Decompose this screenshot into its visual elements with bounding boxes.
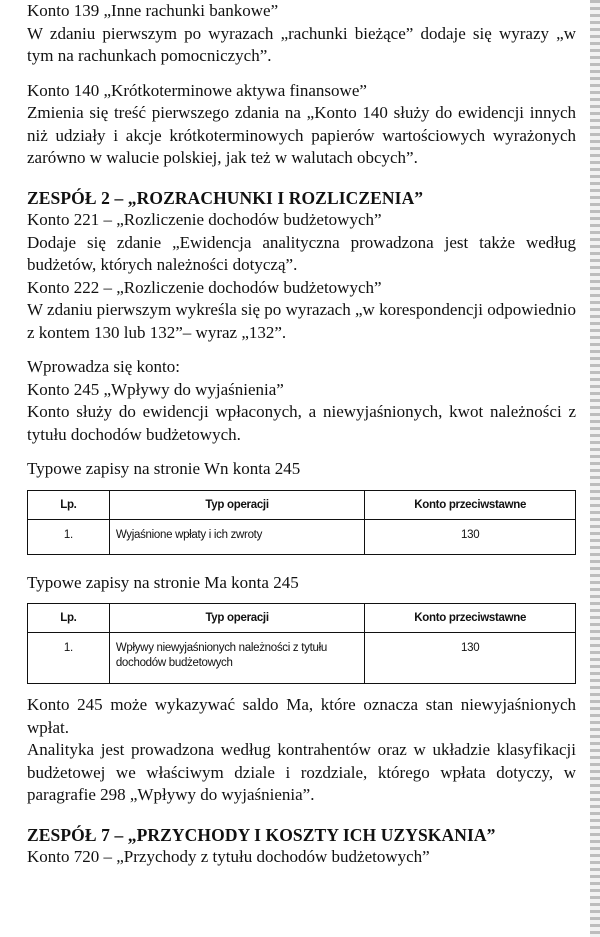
table-row <box>28 633 576 684</box>
cell-lp: 1. <box>28 519 110 554</box>
konto-720-title: Konto 720 – „Przychody z tytułu dochodów budżetowych” <box>27 847 430 866</box>
column-header-lp: Lp. <box>28 604 110 633</box>
table-header-row <box>28 604 576 633</box>
konto-140-title: Konto 140 „Krótkoterminowe aktywa finansowe” <box>27 80 367 100</box>
column-header-operation-type: Typ operacji <box>109 604 365 633</box>
konto-222-title: Konto 222 – „Rozliczenie dochodów budżetowych” <box>27 277 382 297</box>
document-page <box>27 0 576 869</box>
section-7-heading: ZESPÓŁ 7 – „PRZYCHODY I KOSZTY ICH UZYSKANIA” <box>27 824 496 845</box>
section-2-heading: ZESPÓŁ 2 – „ROZRACHUNKI I ROZLICZENIA” <box>27 187 424 208</box>
cell-operation-type: Wpływy niewyjaśnionych należności z tytułu dochodów budżetowych <box>109 633 365 684</box>
cell-counter-account: 130 <box>365 519 576 554</box>
column-header-operation-type: Typ operacji <box>109 490 365 519</box>
konto-221-text: Dodaje się zdanie „Ewidencja analityczna prowadzona jest także według budżetów, których należności dotyczą”. <box>27 232 576 274</box>
page-edge-shading <box>590 0 600 937</box>
konto-245-title: Konto 245 „Wpływy do wyjaśnienia” <box>27 379 284 399</box>
column-header-counter-account: Konto przeciwstawne <box>365 490 576 519</box>
cell-lp: 1. <box>28 633 110 684</box>
table-row <box>28 519 576 554</box>
analityka-text: Analityka jest prowadzona według kontrahentów oraz w układzie klasyfikacji budżetowej we właściwym dziale i rozdziale, którego wpłata dotyczy, w paragrafie 298 „Wpływy do wyjaśnienia”. <box>27 740 576 804</box>
cell-counter-account: 130 <box>365 633 576 684</box>
ma-entries-table <box>27 603 576 684</box>
konto-139-title: Konto 139 „Inne rachunki bankowe” <box>27 1 279 20</box>
konto-245-intro: Wprowadza się konto: <box>27 357 180 376</box>
cell-operation-type: Wyjaśnione wpłaty i ich zwroty <box>109 519 365 554</box>
column-header-counter-account: Konto przeciwstawne <box>365 604 576 633</box>
ma-table-caption: Typowe zapisy na stronie Ma konta 245 <box>27 572 299 592</box>
konto-222-text: W zdaniu pierwszym wykreśla się po wyrazach „w korespondencji odpowiednio z kontem 130 lub 132”– wyraz „132”. <box>27 300 576 342</box>
table-header-row <box>28 490 576 519</box>
konto-139-text: W zdaniu pierwszym po wyrazach „rachunki bieżące” dodaje się wyrazy „w tym na rachunkach pomocniczych”. <box>27 23 576 65</box>
konto-245-text: Konto służy do ewidencji wpłaconych, a niewyjaśnionych, kwot należności z tytułu dochodów budżetowych. <box>27 402 576 444</box>
konto-140-text: Zmienia się treść pierwszego zdania na „Konto 140 służy do ewidencji innych niż udziały i akcje krótkoterminowych papierów wartościowych wyrażonych zarówno w walucie polskiej, jak też w walutach obcych”. <box>27 103 576 167</box>
wn-entries-table <box>27 490 576 555</box>
column-header-lp: Lp. <box>28 490 110 519</box>
konto-221-title: Konto 221 – „Rozliczenie dochodów budżetowych” <box>27 210 382 229</box>
saldo-text: Konto 245 może wykazywać saldo Ma, które oznacza stan niewyjaśnionych wpłat. <box>27 695 576 737</box>
wn-table-caption: Typowe zapisy na stronie Wn konta 245 <box>27 459 301 478</box>
